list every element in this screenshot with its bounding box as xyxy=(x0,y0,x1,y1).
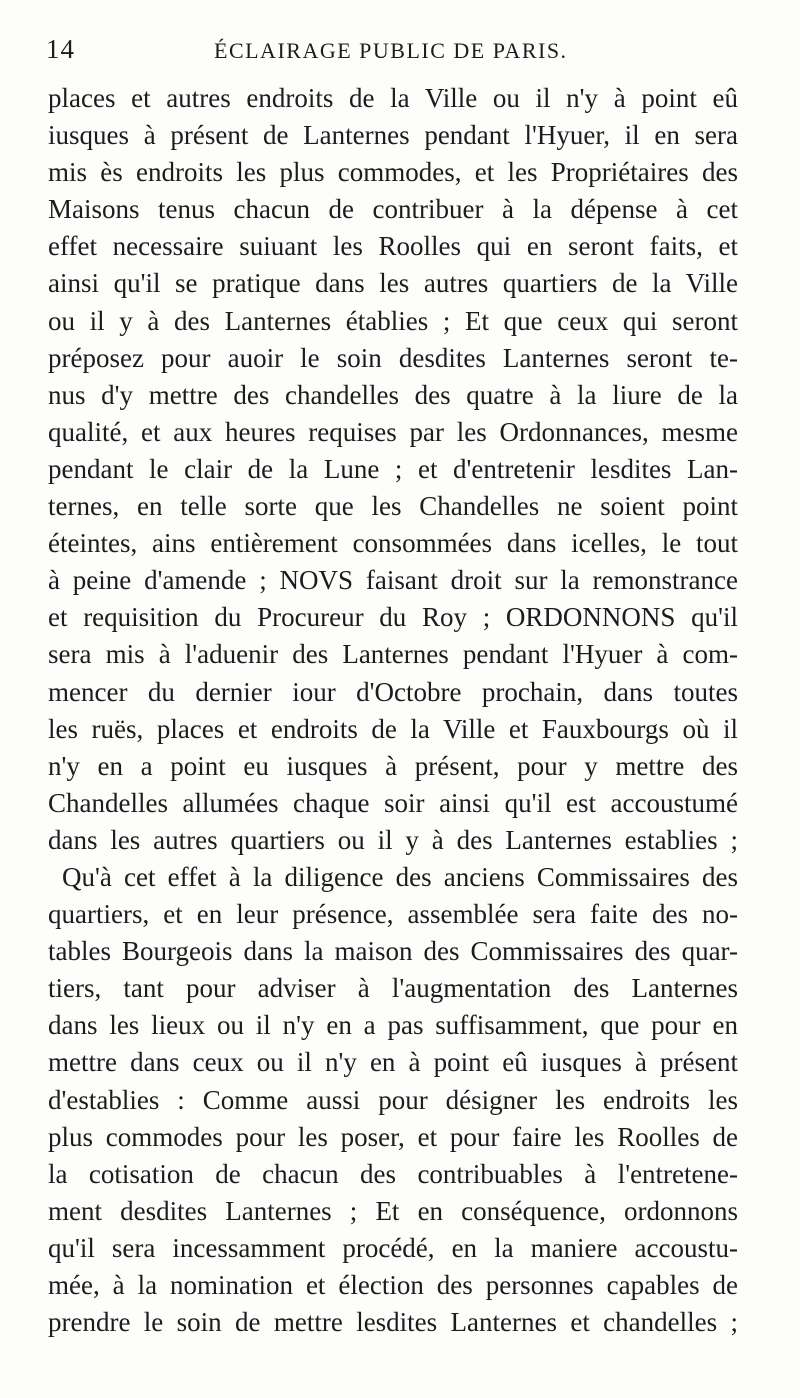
text-line: préposez pour auoir le soin desdites Lanternes seront te- xyxy=(48,342,738,373)
text-line: Qu'à cet effet à la diligence des anciens Commissaires des xyxy=(62,861,738,892)
text-line: éteintes, ains entièrement consommées dans icelles, le tout xyxy=(48,528,738,559)
text-line: Maisons tenus chacun de contribuer à la dépense à cet xyxy=(48,194,738,225)
text-line: ou il y à des Lanternes établies ; Et que ceux qui seront xyxy=(48,305,738,336)
text-line: mée, à la nomination et élection des personnes capables de xyxy=(48,1270,738,1300)
page-number: 14 xyxy=(46,34,75,64)
text-line: ment desdites Lanternes ; Et en conséquence, ordonnons xyxy=(48,1195,738,1226)
running-title: ÉCLAIRAGE PUBLIC DE PARIS. xyxy=(214,38,568,63)
text-line: ternes, en telle sorte que les Chandelles ne soient point xyxy=(48,491,738,522)
text-line: effet necessaire suiuant les Roolles qui en seront faits, et xyxy=(48,231,738,262)
text-line: tables Bourgeois dans la maison des Commissaires des quar- xyxy=(48,936,738,967)
text-line: tiers, tant pour adviser à l'augmentation des Lanternes xyxy=(48,973,738,1004)
text-line: les ruës, places et endroits de la Ville et Fauxbourgs où il xyxy=(48,713,738,744)
text-line: iusques à présent de Lanternes pendant l'Hyuer, il en sera xyxy=(48,120,738,151)
text-line: nus d'y mettre des chandelles des quatre à la liure de la xyxy=(48,379,738,410)
body-text xyxy=(48,80,738,1341)
text-line: à peine d'amende ; NOVS faisant droit sur la remonstrance xyxy=(48,565,738,596)
text-line: qu'il sera incessamment procédé, en la maniere accoustu- xyxy=(48,1232,738,1263)
text-line: mencer du dernier iour d'Octobre prochain, dans toutes xyxy=(48,676,738,707)
text-line: dans les lieux ou il n'y en a pas suffisamment, que pour en xyxy=(48,1010,738,1041)
text-line: sera mis à l'aduenir des Lanternes pendant l'Hyuer à com- xyxy=(48,639,738,670)
text-line: d'establies : Comme aussi pour désigner les endroits les xyxy=(48,1084,738,1115)
text-line: prendre le soin de mettre lesdites Lanternes et chandelles ; xyxy=(48,1307,738,1338)
text-line: places et autres endroits de la Ville ou il n'y à point eû xyxy=(48,83,738,113)
text-line: quartiers, et en leur présence, assemblée sera faite des no- xyxy=(48,899,738,930)
running-head xyxy=(46,34,760,68)
text-line: ainsi qu'il se pratique dans les autres quartiers de la Ville xyxy=(48,268,738,299)
text-line: n'y en a point eu iusques à présent, pour y mettre des xyxy=(48,750,738,781)
text-line: et requisition du Procureur du Roy ; ORDONNONS qu'il xyxy=(48,602,738,633)
text-line: plus commodes pour les poser, et pour faire les Roolles de xyxy=(48,1121,738,1152)
text-line: pendant le clair de la Lune ; et d'entretenir lesdites Lan- xyxy=(48,453,738,484)
text-line: la cotisation de chacun des contribuables à l'entretene- xyxy=(48,1158,738,1189)
text-line: dans les autres quartiers ou il y à des Lanternes establies ; xyxy=(48,824,738,855)
text-line: Chandelles allumées chaque soir ainsi qu'il est accoustumé xyxy=(48,787,738,818)
text-line: qualité, et aux heures requises par les Ordonnances, mesme xyxy=(48,416,738,447)
text-line: mis ès endroits les plus commodes, et les Propriétaires des xyxy=(48,157,738,188)
text-line: mettre dans ceux ou il n'y en à point eû iusques à présent xyxy=(48,1047,738,1078)
